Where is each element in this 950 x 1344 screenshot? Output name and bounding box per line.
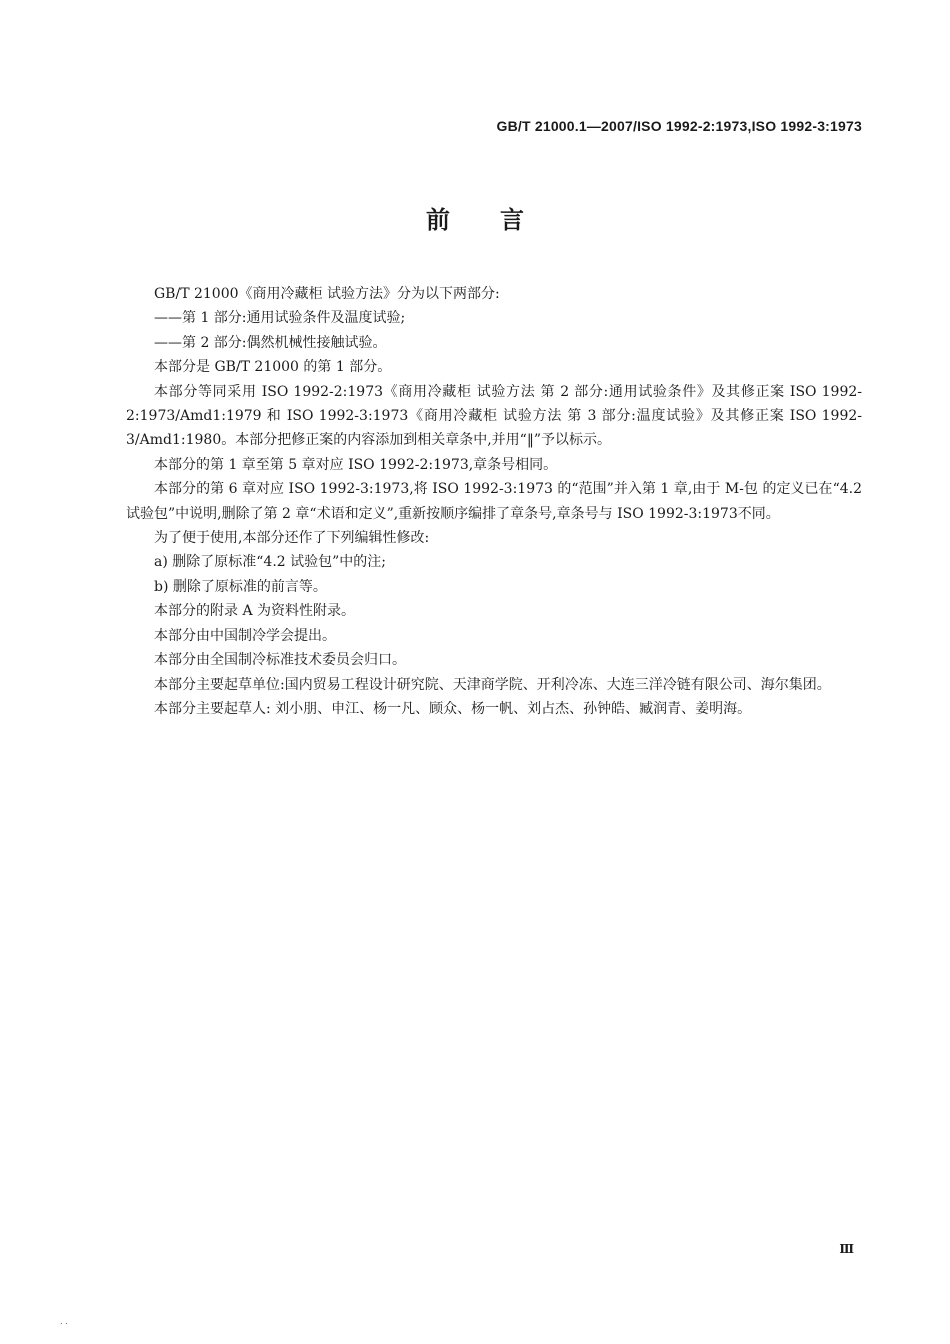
paragraph-drafters: 本部分主要起草人: 刘小朋、申江、杨一凡、顾众、杨一帆、刘占杰、孙钟皓、臧润青、姜明海。 (154, 700, 752, 717)
list-item-part-2: ——第 2 部分:偶然机械性接触试验。 (154, 334, 387, 351)
page-title: 前言 (426, 206, 574, 234)
page-number: Ⅲ (839, 1242, 854, 1256)
paragraph-editorial-changes: 为了便于使用,本部分还作了下列编辑性修改: (154, 530, 430, 547)
list-item-b: b) 删除了原标准的前言等。 (154, 578, 327, 595)
paragraph-adoption: 本部分等同采用 ISO 1992-2:1973《商用冷藏柜 试验方法 第 2 部分:通用试验条件》及其修正案 ISO 1992-2:1973/Amd1:1979 和 ISO 1992-3:1973《商用冷藏柜 试验方法 第 3 部分:温度试验》及其修正案 ISO 1992-3/Amd1:1980。本部分把修正案的内容添加到相关章条中,并用“‖”予以标示。 (126, 383, 862, 449)
paragraph-intro: GB/T 21000《商用冷藏柜 试验方法》分为以下两部分: (154, 286, 500, 302)
paragraph-committee: 本部分由全国制冷标准技术委员会归口。 (154, 652, 406, 669)
paragraph-part-statement: 本部分是 GB/T 21000 的第 1 部分。 (154, 359, 392, 376)
corner-mark: . . (60, 1317, 68, 1326)
paragraph-annex: 本部分的附录 A 为资料性附录。 (154, 603, 356, 620)
standard-code-header: GB/T 21000.1—2007/ISO 1992-2:1973,ISO 1992-3:1973 (496, 118, 862, 134)
paragraph-proposer: 本部分由中国制冷学会提出。 (154, 627, 336, 644)
preface-body (126, 282, 862, 721)
paragraph-chapter-6: 本部分的第 6 章对应 ISO 1992-3:1973,将 ISO 1992-3:1973 的“范围”并入第 1 章,由于 M-包 的定义已在“4.2 试验包”中说明,删除了第 2 章“术语和定义”,重新按顺序编排了章条号,章条号与 ISO 1992-3:1973不同。 (126, 481, 862, 522)
paragraph-drafting-units: 本部分主要起草单位:国内贸易工程设计研究院、天津商学院、开利冷冻、大连三洋冷链有限公司、海尔集团。 (154, 676, 831, 693)
paragraph-chapters-1-5: 本部分的第 1 章至第 5 章对应 ISO 1992-2:1973,章条号相同。 (154, 456, 558, 473)
list-item-part-1: ——第 1 部分:通用试验条件及温度试验; (154, 310, 406, 327)
list-item-a: a) 删除了原标准“4.2 试验包”中的注; (154, 554, 387, 571)
